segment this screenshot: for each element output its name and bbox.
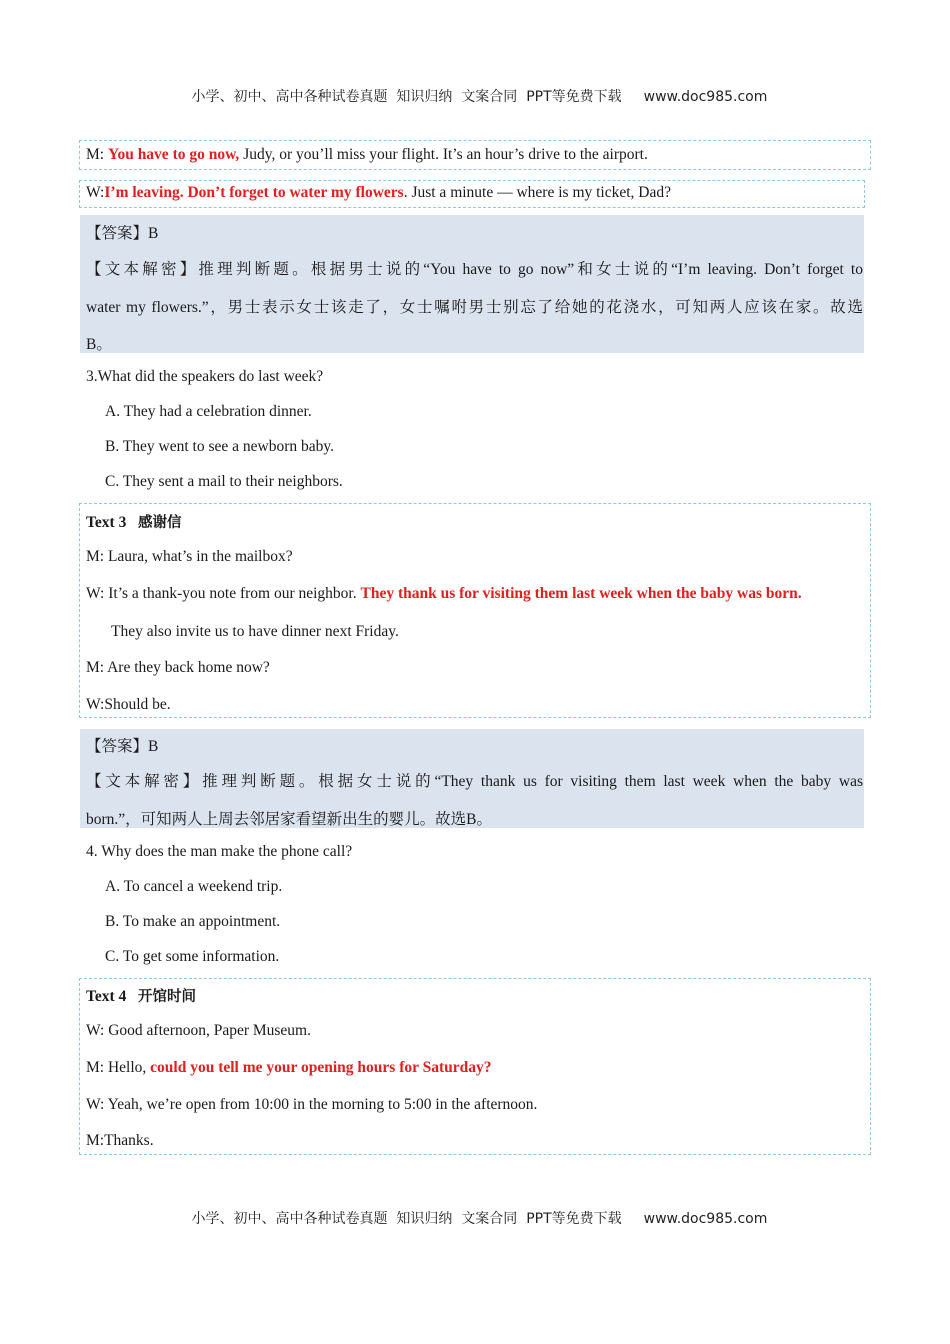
- text3-title: Text 3 感谢信: [86, 514, 182, 531]
- q4-option-c: C. To get some information.: [105, 948, 280, 965]
- q3-option-c: C. They sent a mail to their neighbors.: [105, 473, 343, 490]
- page-header: [0, 70, 950, 106]
- answer3-label: 【答案】B: [86, 738, 159, 755]
- header-url[interactable]: www.doc985.com: [643, 89, 768, 105]
- q4-option-a: A. To cancel a weekend trip.: [105, 878, 283, 895]
- q3-option-b: B. They went to see a newborn baby.: [105, 438, 334, 455]
- footer-url[interactable]: www.doc985.com: [643, 1211, 768, 1227]
- text4-line1: W: Good afternoon, Paper Museum.: [86, 1022, 311, 1039]
- text4-line3: W: Yeah, we’re open from 10:00 in the morning to 5:00 in the afternoon.: [86, 1096, 538, 1113]
- answer2-line1: 【文本解密】推理判断题。根据男士说的“You have to go now”和女士说的“I’m leaving. Don’t forget to: [86, 261, 863, 278]
- header-text: 小学、初中、高中各种试卷真题 知识归纳 文案合同 PPT等免费下载: [191, 89, 622, 105]
- text3-box: [79, 503, 871, 718]
- text3-line5: W:Should be.: [86, 696, 171, 713]
- answer2-label: 【答案】B: [86, 225, 159, 242]
- text3-line2: W: It’s a thank-you note from our neighbor. They thank us for visiting them last week when the baby was born.: [86, 585, 802, 602]
- text4-title: Text 4 开馆时间: [86, 988, 196, 1005]
- text2-w-line: W:I’m leaving. Don’t forget to water my flowers. Just a minute — where is my ticket, Dad?: [86, 184, 672, 201]
- text3-line3: They also invite us to have dinner next Friday.: [111, 623, 399, 640]
- q3-question: 3.What did the speakers do last week?: [86, 368, 324, 385]
- text2-m-line: M: You have to go now, Judy, or you’ll miss your flight. It’s an hour’s drive to the airport.: [86, 146, 648, 163]
- text3-line4: M: Are they back home now?: [86, 659, 270, 676]
- text3-line1: M: Laura, what’s in the mailbox?: [86, 548, 293, 565]
- page-footer: [0, 1192, 950, 1228]
- answer2-line3: B。: [86, 336, 112, 353]
- q4-option-b: B. To make an appointment.: [105, 913, 281, 930]
- footer-text: 小学、初中、高中各种试卷真题 知识归纳 文案合同 PPT等免费下载: [191, 1211, 622, 1227]
- answer2-block: [80, 215, 864, 353]
- answer2-line2: water my flowers.”，男士表示女士该走了，女士嘱咐男士别忘了给她的花浇水，可知两人应该在家。故选: [86, 299, 863, 316]
- q3-option-a: A. They had a celebration dinner.: [105, 403, 312, 420]
- text4-line4: M:Thanks.: [86, 1132, 154, 1149]
- q4-question: 4. Why does the man make the phone call?: [86, 843, 353, 860]
- answer3-line1: 【文本解密】推理判断题。根据女士说的“They thank us for visiting them last week when the baby was: [86, 773, 863, 790]
- answer3-line2: born.”，可知两人上周去邻居家看望新出生的婴儿。故选B。: [86, 811, 493, 828]
- text4-line2: M: Hello, could you tell me your opening hours for Saturday?: [86, 1059, 492, 1076]
